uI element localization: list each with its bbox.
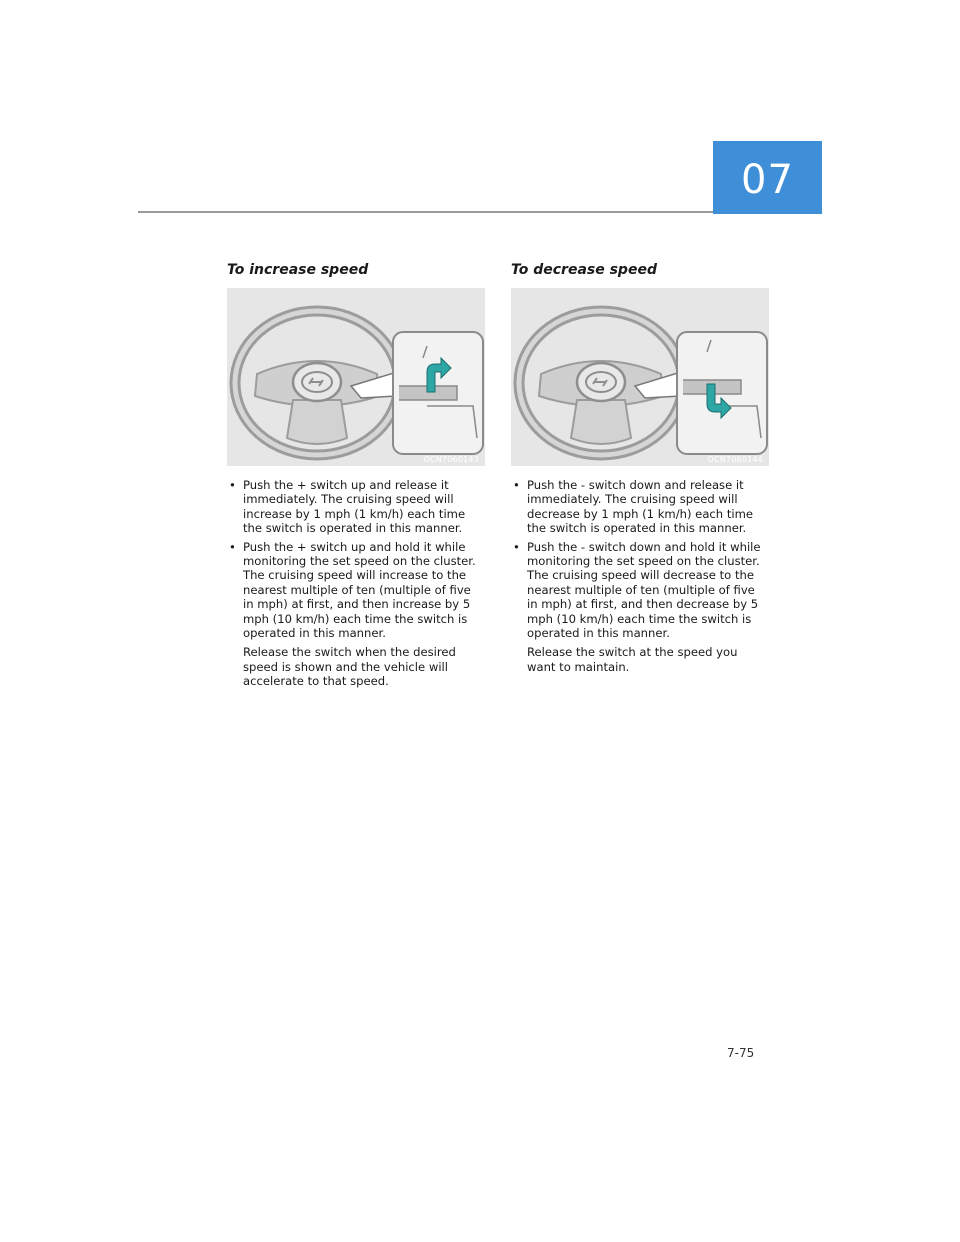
- bullet-list: [227, 478, 485, 689]
- bullet-marker: •: [229, 478, 236, 492]
- steering-wheel-figure: [227, 288, 485, 466]
- chapter-tab: [713, 141, 822, 214]
- bullet-text: Push the + switch up and hold it while monitoring the set speed on the cluster. The cruising speed will increase to the nearest multiple of ten (multiple of five in mph) at first, and then increase by 5 mph (10 km/h) each time the switch is operated in this manner.: [243, 539, 476, 641]
- page-number: 7-75: [727, 1046, 755, 1060]
- steering-wheel-figure: [511, 288, 769, 466]
- chapter-number: 07: [741, 156, 794, 203]
- header-rule: [138, 211, 715, 213]
- section-heading: To decrease speed: [511, 262, 657, 278]
- list-item: [511, 478, 769, 536]
- steering-wheel-illustration: [511, 288, 769, 466]
- bullet-note: Release the switch when the desired speed is shown and the vehicle will accelerate to that speed.: [243, 645, 456, 689]
- figure-code: OCN7060143: [423, 455, 479, 464]
- bullet-text: Push the + switch up and release it immediately. The cruising speed will increase by 1 mph (1 km/h) each time the switch is operated in this manner.: [243, 478, 466, 536]
- bullet-marker: •: [229, 539, 236, 554]
- bullet-text: Push the - switch down and release it immediately. The cruising speed will decrease by 1 mph (1 km/h) each time the switch is operated in this manner.: [527, 478, 754, 536]
- steering-wheel-illustration: [227, 288, 485, 466]
- bullet-marker: •: [513, 478, 520, 492]
- section-decrease-speed: [511, 262, 769, 678]
- figure-code: OCN7060144: [707, 455, 763, 464]
- bullet-text: Push the - switch down and hold it while monitoring the set speed on the cluster. The cruising speed will decrease to the nearest multiple of ten (multiple of five in mph) at first, and then decrease by 5 mph (10 km/h) each time the switch is operated in this manner.: [527, 539, 761, 641]
- bullet-list: [511, 478, 769, 674]
- bullet-note: Release the switch at the speed you want to maintain.: [527, 645, 738, 674]
- list-item: [227, 540, 485, 689]
- list-item: [227, 478, 485, 536]
- section-heading: To increase speed: [227, 262, 369, 278]
- section-increase-speed: [227, 262, 485, 693]
- bullet-marker: •: [513, 539, 520, 554]
- list-item: [511, 540, 769, 675]
